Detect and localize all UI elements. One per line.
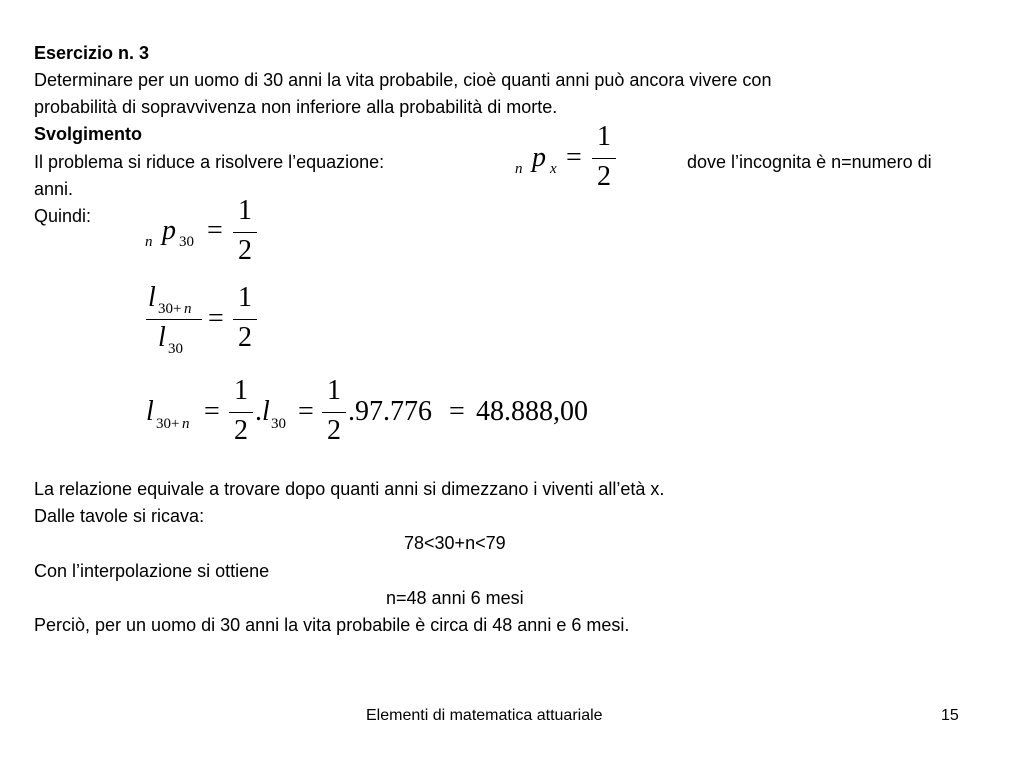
eq0-numerator: 1 [597, 121, 611, 152]
eq2-bottom-sub-30: 30 [168, 341, 183, 357]
eq3-l30: l [262, 396, 270, 427]
eq1-prefix-n: n [145, 234, 153, 250]
eq3-fraction-2 [322, 376, 346, 450]
eq1-fraction [233, 196, 257, 270]
eq3-sub-30plus: 30+ [156, 416, 180, 432]
footer-title: Elementi di matematica attuariale [366, 707, 603, 724]
eq3-fraction-bar-1 [229, 412, 253, 413]
eq3-equals-2: = [298, 396, 314, 427]
page-number: 15 [941, 707, 959, 724]
eq2-left-fraction [146, 283, 206, 365]
exercise-heading: Esercizio n. 3 [34, 43, 150, 63]
eq2-fraction-bar [233, 319, 257, 320]
eq2-left-fraction-bar [146, 319, 202, 320]
eq2-top-sub-30plus: 30+ [158, 301, 182, 317]
eq3-l: l [146, 396, 154, 427]
eq2-denominator: 2 [238, 322, 252, 353]
unknown-text-cont: anni. [34, 179, 74, 199]
eq0-denominator: 2 [597, 161, 611, 192]
eq0-sub-x: x [550, 161, 557, 177]
eq3-denominator-1: 2 [234, 415, 248, 446]
quindi-label: Quindi: [34, 206, 92, 226]
eq1-equals: = [207, 215, 223, 246]
eq3-denominator-2: 2 [327, 415, 341, 446]
problem-text: Il problema si riduce a risolvere l’equazione: [34, 152, 385, 172]
eq2-numerator: 1 [238, 282, 252, 313]
eq3-equals-3: = [449, 396, 465, 427]
conclusion-text: Perciò, per un uomo di 30 anni la vita probabile è circa di 48 anni e 6 mesi. [34, 615, 630, 635]
eq0-prefix-n: n [515, 161, 523, 177]
eq0-p: p [532, 142, 546, 173]
eq3-fraction-1 [229, 376, 253, 450]
eq1-denominator: 2 [238, 235, 252, 266]
eq3-numerator-1: 1 [234, 375, 248, 406]
solution-heading: Svolgimento [34, 124, 143, 144]
eq3-fraction-bar-2 [322, 412, 346, 413]
eq0-fraction [592, 122, 616, 196]
eq1-fraction-bar [233, 232, 257, 233]
intro-line-1: Determinare per un uomo di 30 anni la vita probabile, cioè quanti anni può ancora vivere con [34, 70, 772, 90]
eq2-fraction [233, 283, 257, 357]
eq3-numerator-2: 1 [327, 375, 341, 406]
eq3-sub-n: n [182, 416, 190, 432]
eq0-fraction-bar [592, 158, 616, 159]
result-line: n=48 anni 6 mesi [386, 588, 524, 608]
intro-line-2: probabilità di sopravvivenza non inferiore alla probabilità di morte. [34, 97, 558, 117]
eq2-equals: = [208, 303, 224, 334]
eq3-dot: . [255, 396, 262, 427]
eq3-value: .97.776 [348, 396, 432, 427]
eq2-top-l: l [148, 282, 156, 313]
eq3-sub-30: 30 [271, 416, 286, 432]
unknown-text: dove l’incognita è n=numero di [687, 152, 932, 172]
eq2-bottom-l: l [158, 322, 166, 353]
eq1-numerator: 1 [238, 195, 252, 226]
relation-text: La relazione equivale a trovare dopo quanti anni si dimezzano i viventi all’età x. [34, 479, 665, 499]
eq0-equals: = [566, 142, 582, 173]
eq3-result: 48.888,00 [476, 396, 588, 427]
interpolation-text: Con l’interpolazione si ottiene [34, 561, 270, 581]
eq2-top-sub-n: n [184, 301, 192, 317]
eq1-p: p [162, 215, 176, 246]
inequality: 78<30+n<79 [404, 533, 506, 553]
eq3-equals-1: = [204, 396, 220, 427]
eq1-sub-30: 30 [179, 234, 194, 250]
tables-text: Dalle tavole si ricava: [34, 506, 205, 526]
